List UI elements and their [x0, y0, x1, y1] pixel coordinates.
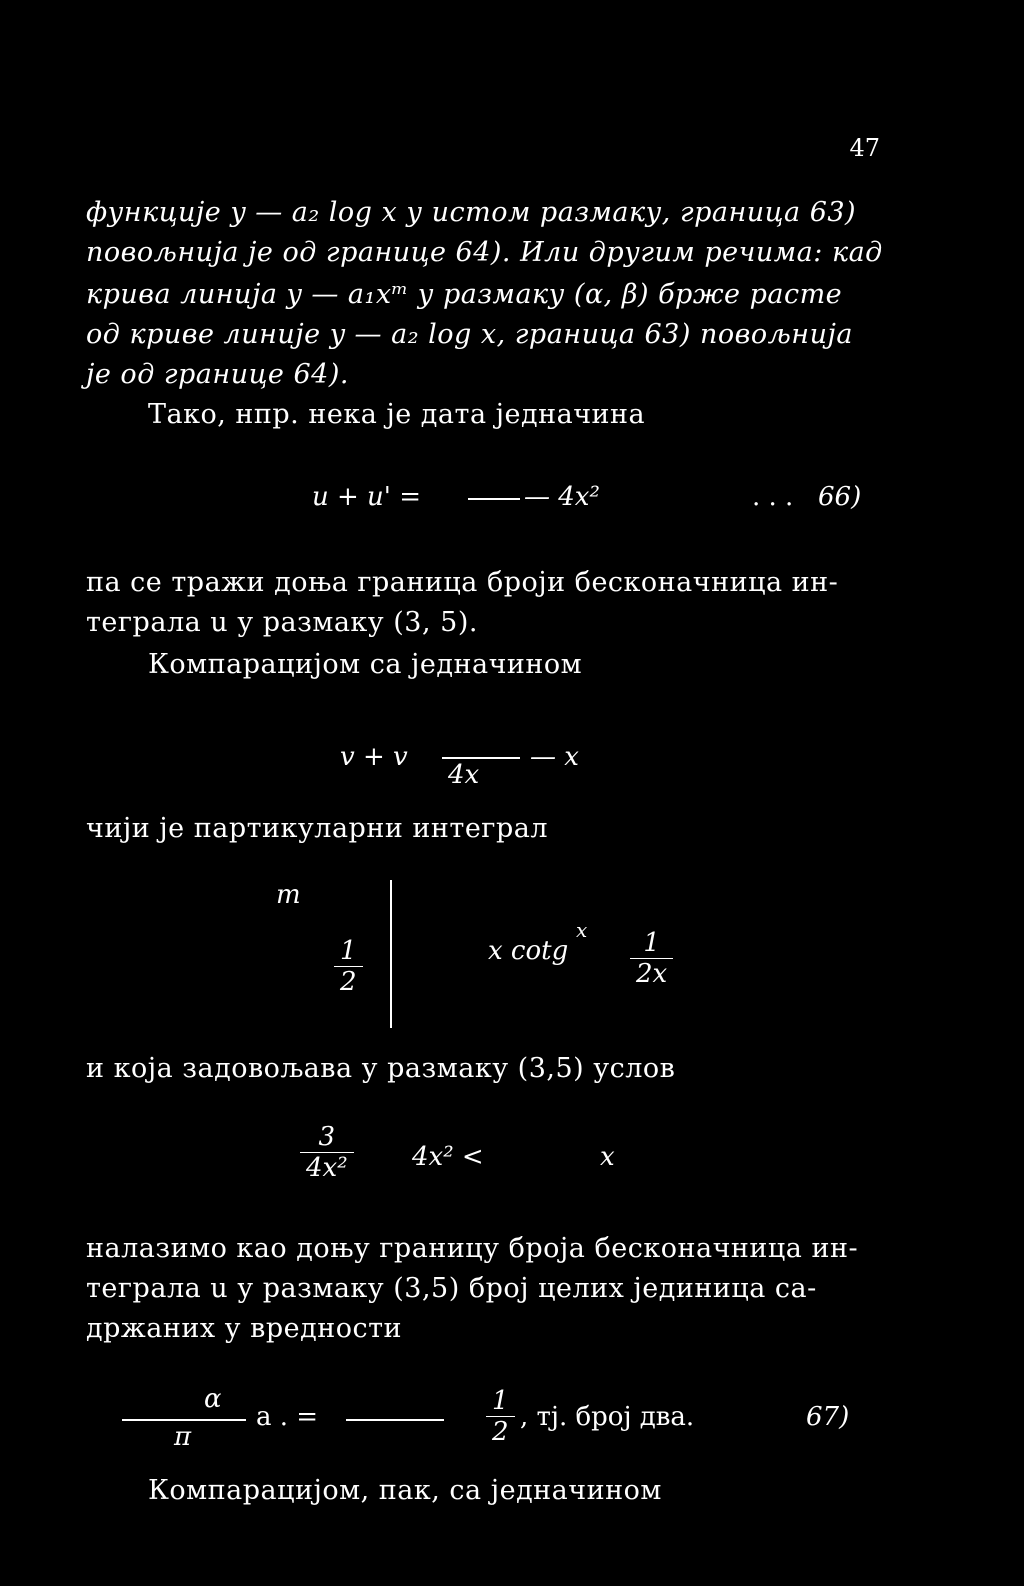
- integral-right-numerator: 1: [630, 928, 673, 959]
- paragraph-5-line-1: налазимо као доњу границу броја бесконачница ин-: [86, 1233, 859, 1264]
- equation-67-half-fraction: [486, 1386, 515, 1447]
- integral-right-fraction: [630, 928, 673, 989]
- equation-66-rhs: — 4x²: [524, 482, 600, 512]
- integral-bracket-line: [390, 880, 392, 1028]
- last-line: Компарацијом, пак, са једначином: [148, 1475, 662, 1506]
- integral-half-denominator: 2: [340, 967, 357, 997]
- integral-half-fraction: [334, 936, 363, 997]
- condition-intro: и која задовољава у размаку (3,5) услов: [86, 1053, 676, 1084]
- paragraph-1-line-4: од криве линије y — a₂ log x, граница 63) повољнија: [86, 319, 853, 350]
- equation-67-half-denominator: 2: [492, 1417, 509, 1447]
- paragraph-1-line-3: крива линија y — a₁xᵐ у размаку (α, β) брже расте: [86, 279, 843, 310]
- equation-67-tail: , тј. број два.: [520, 1402, 695, 1432]
- condition-middle: 4x² <: [412, 1142, 484, 1172]
- paragraph-2-intro: Тако, нпр. нека је дата једначина: [148, 399, 646, 430]
- equation-67-fraction-bar: [122, 1419, 246, 1421]
- equation-67-numerator: α: [204, 1384, 222, 1414]
- equation-compare-denominator: 4x: [448, 760, 480, 790]
- page-number: 47: [849, 134, 880, 162]
- equation-66-dots: . . .: [752, 482, 794, 512]
- integral-intro: чији је партикуларни интеграл: [86, 813, 548, 844]
- integral-half-numerator: 1: [334, 936, 363, 967]
- equation-66-lhs: u + u' =: [312, 482, 422, 512]
- paragraph-5-line-2: теграла u у размаку (3,5) број целих јединица са-: [86, 1273, 817, 1304]
- condition-rhs: x: [600, 1142, 615, 1172]
- paragraph-1-line-1: функције y — a₂ log x у истом размаку, граница 63): [86, 197, 857, 228]
- equation-67-long-bar: [346, 1419, 444, 1421]
- condition-denominator: 4x²: [306, 1153, 348, 1183]
- equation-compare-fraction-bar: [442, 757, 520, 759]
- equation-compare-rhs: — x: [530, 742, 579, 772]
- integral-upper-symbol: m: [276, 880, 301, 910]
- equation-67-middle: a . =: [256, 1402, 319, 1432]
- condition-numerator: 3: [300, 1122, 354, 1153]
- paragraph-3-line-1: па се тражи доња граница броји бесконачница ин-: [86, 567, 839, 598]
- integral-right-denominator: 2x: [636, 959, 668, 989]
- equation-67-half-numerator: 1: [486, 1386, 515, 1417]
- equation-compare-lhs: v + v: [340, 742, 408, 772]
- equation-66-fraction-bar: [468, 498, 520, 500]
- paragraph-3-line-2: теграла u у размаку (3, 5).: [86, 607, 478, 638]
- equation-67-denominator: π: [174, 1422, 192, 1452]
- equation-66-number: 66): [818, 482, 862, 512]
- condition-fraction: [300, 1122, 354, 1183]
- integral-cotg-argument: x: [576, 918, 588, 942]
- paragraph-1-line-5: је од границе 64).: [86, 359, 349, 390]
- integral-cotg: x cotg: [488, 936, 569, 966]
- paragraph-4-intro: Компарацијом са једначином: [148, 649, 583, 680]
- equation-67-number: 67): [806, 1402, 850, 1432]
- paragraph-5-line-3: држаних у вредности: [86, 1313, 403, 1344]
- paragraph-1-line-2: повољнија је од границе 64). Или другим речима: кад: [86, 237, 883, 268]
